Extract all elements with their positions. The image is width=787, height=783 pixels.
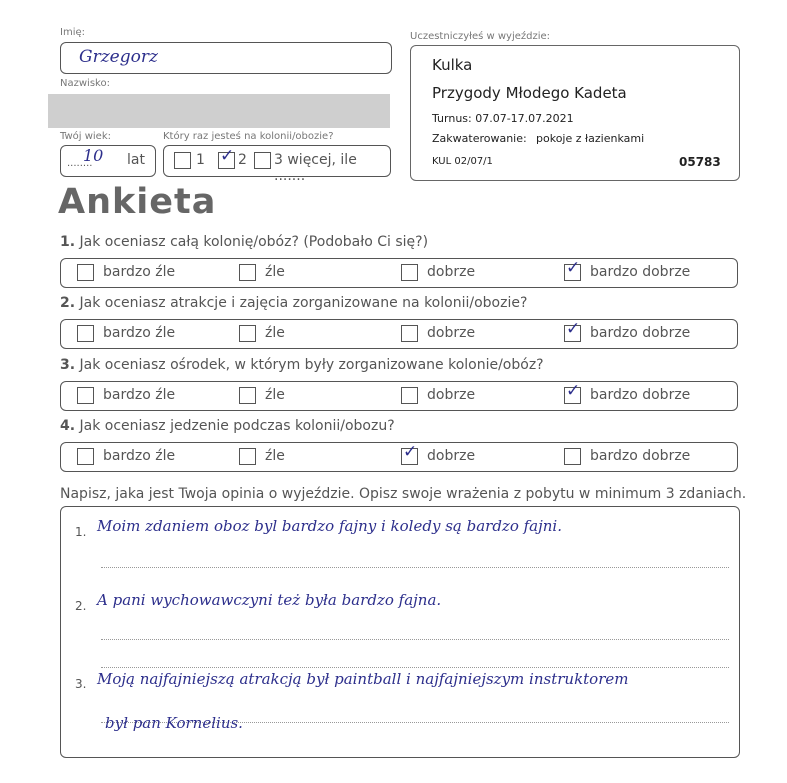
checkmark: ✓ (403, 442, 418, 462)
ticket-accommodation-label: Zakwaterowanie: (432, 132, 527, 145)
ticket-turnus: Turnus: 07.07-17.07.2021 (432, 112, 574, 125)
checkmark: ✓ (566, 319, 581, 339)
survey-title: Ankieta (58, 182, 217, 222)
checkmark: ✓ (566, 381, 581, 401)
rating-option-label: źle (265, 325, 285, 341)
ticket-box (410, 45, 740, 181)
rating-checkbox[interactable] (77, 448, 94, 465)
opinion-line-number: 1. (75, 525, 87, 539)
ticket-accommodation-value: pokoje z łazienkami (536, 132, 645, 145)
question-text: Jak oceniasz jedzenie podczas kolonii/obozu? (79, 418, 395, 434)
ticket-caption: Uczestniczyłeś w wyjeździe: (410, 31, 551, 42)
ticket-name: Kulka (432, 56, 473, 74)
age-label: Twój wiek: (60, 131, 111, 142)
rating-checkbox[interactable] (401, 387, 418, 404)
first-name-label: Imię: (60, 27, 85, 38)
first-name-field[interactable] (60, 42, 392, 74)
rating-checkbox[interactable] (401, 325, 418, 342)
times-checkbox-2[interactable] (218, 146, 235, 169)
rating-group-3 (60, 381, 738, 411)
rating-option-label: źle (265, 448, 285, 464)
question-text: Jak oceniasz ośrodek, w którym były zorganizowane kolonie/obóz? (79, 357, 544, 373)
first-name-value: Grzegorz (79, 47, 158, 67)
rating-checkbox[interactable] (77, 325, 94, 342)
times-option-1: 1 (196, 152, 205, 168)
question-number: 2. (60, 295, 76, 311)
times-checkbox-1[interactable] (174, 152, 191, 169)
rating-option-label: bardzo dobrze (590, 264, 691, 280)
ticket-code: KUL 02/07/1 (432, 156, 493, 167)
rating-option-label: dobrze (427, 387, 476, 403)
question-3 (60, 357, 544, 373)
question-number: 1. (60, 234, 76, 250)
rating-checkbox[interactable] (239, 448, 256, 465)
rating-option-label: bardzo źle (103, 448, 176, 464)
rating-checkbox[interactable] (239, 387, 256, 404)
age-dots: ........ (67, 158, 93, 169)
question-text: Jak oceniasz całą kolonię/obóz? (Podobało Ci się?) (79, 234, 429, 250)
ticket-number: 05783 (679, 155, 721, 169)
opinion-line-text: Moją najfajniejszą atrakcją był paintball i najfajniejszym instruktorem (97, 670, 629, 688)
age-unit: lat (127, 152, 145, 168)
opinion-box[interactable] (60, 506, 740, 758)
rating-checkbox[interactable] (564, 381, 581, 404)
question-2 (60, 295, 527, 311)
question-number: 3. (60, 357, 76, 373)
rating-checkbox[interactable] (401, 264, 418, 281)
writing-rule (101, 567, 729, 568)
opinion-line-number: 3. (75, 677, 87, 691)
times-field (163, 145, 391, 184)
rating-option-label: źle (265, 387, 285, 403)
opinion-line-text: A pani wychowawczyni też była bardzo fajna. (97, 591, 442, 609)
rating-option-label: bardzo źle (103, 387, 176, 403)
rating-option-label: źle (265, 264, 285, 280)
times-option-2: 2 (238, 152, 247, 168)
rating-option-label: bardzo dobrze (590, 325, 691, 341)
rating-checkbox[interactable] (564, 319, 581, 342)
ticket-camp: Przygody Młodego Kadeta (432, 84, 627, 102)
rating-checkbox[interactable] (77, 264, 94, 281)
rating-option-label: dobrze (427, 448, 476, 464)
rating-option-label: bardzo źle (103, 325, 176, 341)
opinion-line-text: Moim zdaniem oboz byl bardzo fajny i koledy są bardzo fajni. (97, 517, 562, 535)
opinion-line-text: był pan Kornelius. (105, 714, 243, 732)
times-checkmark: ✓ (220, 146, 235, 166)
last-name-label: Nazwisko: (60, 78, 110, 89)
rating-option-label: dobrze (427, 264, 476, 280)
question-text: Jak oceniasz atrakcje i zajęcia zorganizowane na kolonii/obozie? (79, 295, 528, 311)
rating-checkbox[interactable] (77, 387, 94, 404)
age-field[interactable] (60, 145, 156, 177)
rating-checkbox[interactable] (239, 325, 256, 342)
writing-rule (101, 667, 729, 668)
rating-option-label: bardzo dobrze (590, 387, 691, 403)
age-value: 10 (83, 146, 104, 165)
opinion-line-number: 2. (75, 599, 87, 613)
question-1 (60, 234, 428, 250)
rating-checkbox[interactable] (564, 448, 581, 465)
question-4 (60, 418, 395, 434)
rating-checkbox[interactable] (401, 442, 418, 465)
rating-group-2 (60, 319, 738, 349)
times-option-3: 3 więcej, ile ....... (274, 152, 357, 184)
opinion-prompt: Napisz, jaka jest Twoja opinia o wyjeździe. Opisz swoje wrażenia z pobytu w minimum 3 zdaniach. (60, 486, 747, 502)
rating-group-4 (60, 442, 738, 472)
rating-checkbox[interactable] (239, 264, 256, 281)
rating-group-1 (60, 258, 738, 288)
rating-option-label: bardzo dobrze (590, 448, 691, 464)
times-checkbox-3[interactable] (254, 152, 271, 169)
rating-option-label: bardzo źle (103, 264, 176, 280)
writing-rule (101, 639, 729, 640)
times-label: Który raz jesteś na kolonii/obozie? (163, 131, 334, 142)
question-number: 4. (60, 418, 76, 434)
last-name-redacted (48, 94, 390, 128)
checkmark: ✓ (566, 258, 581, 278)
rating-option-label: dobrze (427, 325, 476, 341)
rating-checkbox[interactable] (564, 258, 581, 281)
